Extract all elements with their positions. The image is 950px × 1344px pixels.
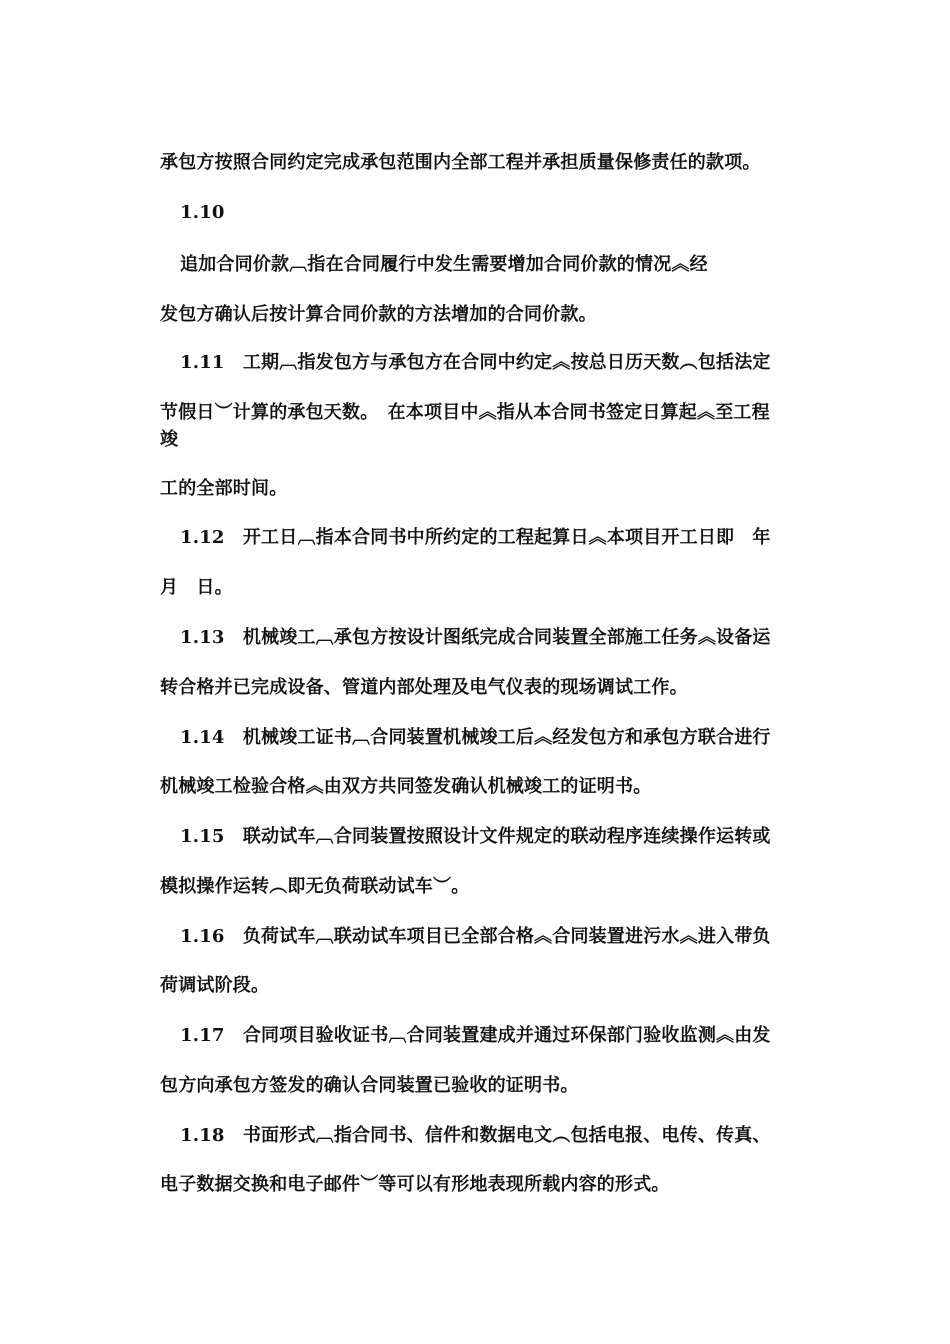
- clause-number: 1.10: [180, 202, 225, 223]
- paragraph-line: 电子数据交换和电子邮件︶等可以有形地表现所载内容的形式。: [160, 1174, 670, 1195]
- paragraph-line: 发包方确认后按计算合同价款的方法增加的合同价款。: [160, 304, 597, 325]
- paragraph-line: 竣: [160, 429, 179, 450]
- paragraph-line: 月 日。: [160, 577, 233, 598]
- paragraph-line: 承包方按照合同约定完成承包范围内全部工程并承担质量保修责任的款项。: [160, 152, 761, 173]
- paragraph-line: 节假日︶计算的承包天数。 在本项目中︽指从本合同书签定日算起︽至工程: [160, 402, 770, 423]
- paragraph-line: 1.17 合同项目验收证书︹合同装置建成并通过环保部门验收监测︽由发: [180, 1025, 771, 1046]
- paragraph-line: 1.14 机械竣工证书︹合同装置机械竣工后︽经发包方和承包方联合进行: [180, 727, 771, 748]
- paragraph-line: 机械竣工检验合格︽由双方共同签发确认机械竣工的证明书。: [160, 776, 652, 797]
- paragraph-line: 工的全部时间。: [160, 478, 288, 499]
- paragraph-line: 模拟操作运转︵即无负荷联动试车︶。: [160, 876, 470, 897]
- paragraph-line: 1.12 开工日︹指本合同书中所约定的工程起算日︽本项目开工日即 年: [180, 527, 771, 548]
- paragraph-line: 1.16 负荷试车︹联动试车项目已全部合格︽合同装置进污水︽进入带负: [180, 926, 771, 947]
- paragraph-line: 1.11 工期︹指发包方与承包方在合同中约定︽按总日历天数︵包括法定: [180, 352, 771, 373]
- paragraph-line: 转合格并已完成设备、管道内部处理及电气仪表的现场调试工作。: [160, 677, 688, 698]
- paragraph-line: 1.13 机械竣工︹承包方按设计图纸完成合同装置全部施工任务︽设备运: [180, 627, 771, 648]
- paragraph-line: 1.18 书面形式︹指合同书、信件和数据电文︵包括电报、电传、传真、: [180, 1125, 771, 1146]
- paragraph-line: 追加合同价款︹指在合同履行中发生需要增加合同价款的情况︽经: [180, 254, 708, 275]
- paragraph-line: 荷调试阶段。: [160, 975, 270, 996]
- paragraph-line: 包方向承包方签发的确认合同装置已验收的证明书。: [160, 1075, 579, 1096]
- paragraph-line: 1.15 联动试车︹合同装置按照设计文件规定的联动程序连续操作运转或: [180, 826, 771, 847]
